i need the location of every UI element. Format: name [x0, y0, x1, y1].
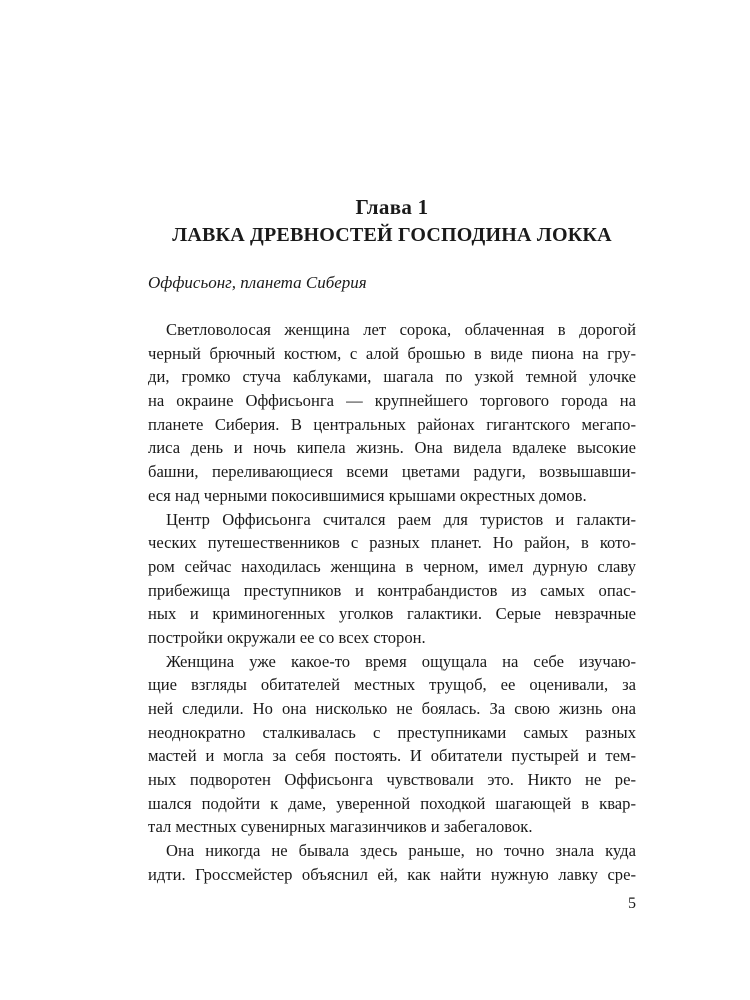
book-page — [148, 0, 636, 1000]
chapter-title: ЛАВКА ДРЕВНОСТЕЙ ГОСПОДИНА ЛОККА — [172, 224, 612, 246]
text-line: прибежища преступников и контрабандистов из самых опас- — [148, 580, 636, 600]
page-number: 5 — [628, 895, 636, 912]
text-line: мастей и могла за себя постоять. И обитатели пустырей и тем- — [148, 746, 636, 766]
body-text — [148, 318, 636, 887]
text-line: постройки окружали ее со всех сторон. — [148, 627, 426, 647]
chapter-number: Глава 1 — [355, 195, 429, 219]
text-line: Центр Оффисьонга считался раем для туристов и галакти- — [166, 509, 636, 529]
text-line: ческих путешественников с разных планет. Но район, в кото- — [148, 533, 636, 553]
text-line: ных и криминогенных уголков галактики. Серые невзрачные — [148, 604, 636, 624]
text-line: черный брючный костюм, с алой брошью в виде пиона на гру- — [148, 343, 636, 363]
text-line: щие взгляды обитателей местных трущоб, ее оценивали, за — [148, 675, 636, 695]
text-line: идти. Гроссмейстер объяснил ей, как найти нужную лавку сре- — [148, 864, 636, 884]
text-line: ди, громко стуча каблуками, шагала по узкой темной улочке — [148, 367, 636, 387]
text-line: шался подойти к даме, уверенной походкой шагающей в квар- — [148, 793, 636, 813]
text-line: неоднократно сталкивалась с преступниками самых разных — [148, 722, 636, 742]
text-line: ром сейчас находилась женщина в черном, имел дурную славу — [148, 556, 636, 576]
text-line: ных подворотен Оффисьонга чувствовали это. Никто не ре- — [148, 770, 636, 790]
text-line: ней следили. Но она нисколько не боялась. За свою жизнь она — [148, 699, 636, 718]
text-line: башни, переливающиеся всеми цветами радуги, возвышавши- — [148, 462, 636, 482]
chapter-location: Оффисьонг, планета Сиберия — [148, 273, 367, 292]
text-line: на окраине Оффисьонга — крупнейшего торгового города на — [148, 391, 636, 411]
text-line: еся над черными покосившимися крышами окрестных домов. — [148, 485, 587, 505]
text-line: Она никогда не бывала здесь раньше, но точно знала куда — [166, 841, 636, 861]
text-line: планете Сиберия. В центральных районах гигантского мегапо- — [148, 414, 636, 434]
text-line: лиса день и ночь кипела жизнь. Она видела вдалеке высокие — [148, 438, 636, 458]
text-line: тал местных сувенирных магазинчиков и забегаловок. — [148, 817, 533, 837]
text-line: Женщина уже какое-то время ощущала на себе изучаю- — [166, 651, 636, 671]
text-line: Светловолосая женщина лет сорока, облаченная в дорогой — [166, 320, 636, 339]
